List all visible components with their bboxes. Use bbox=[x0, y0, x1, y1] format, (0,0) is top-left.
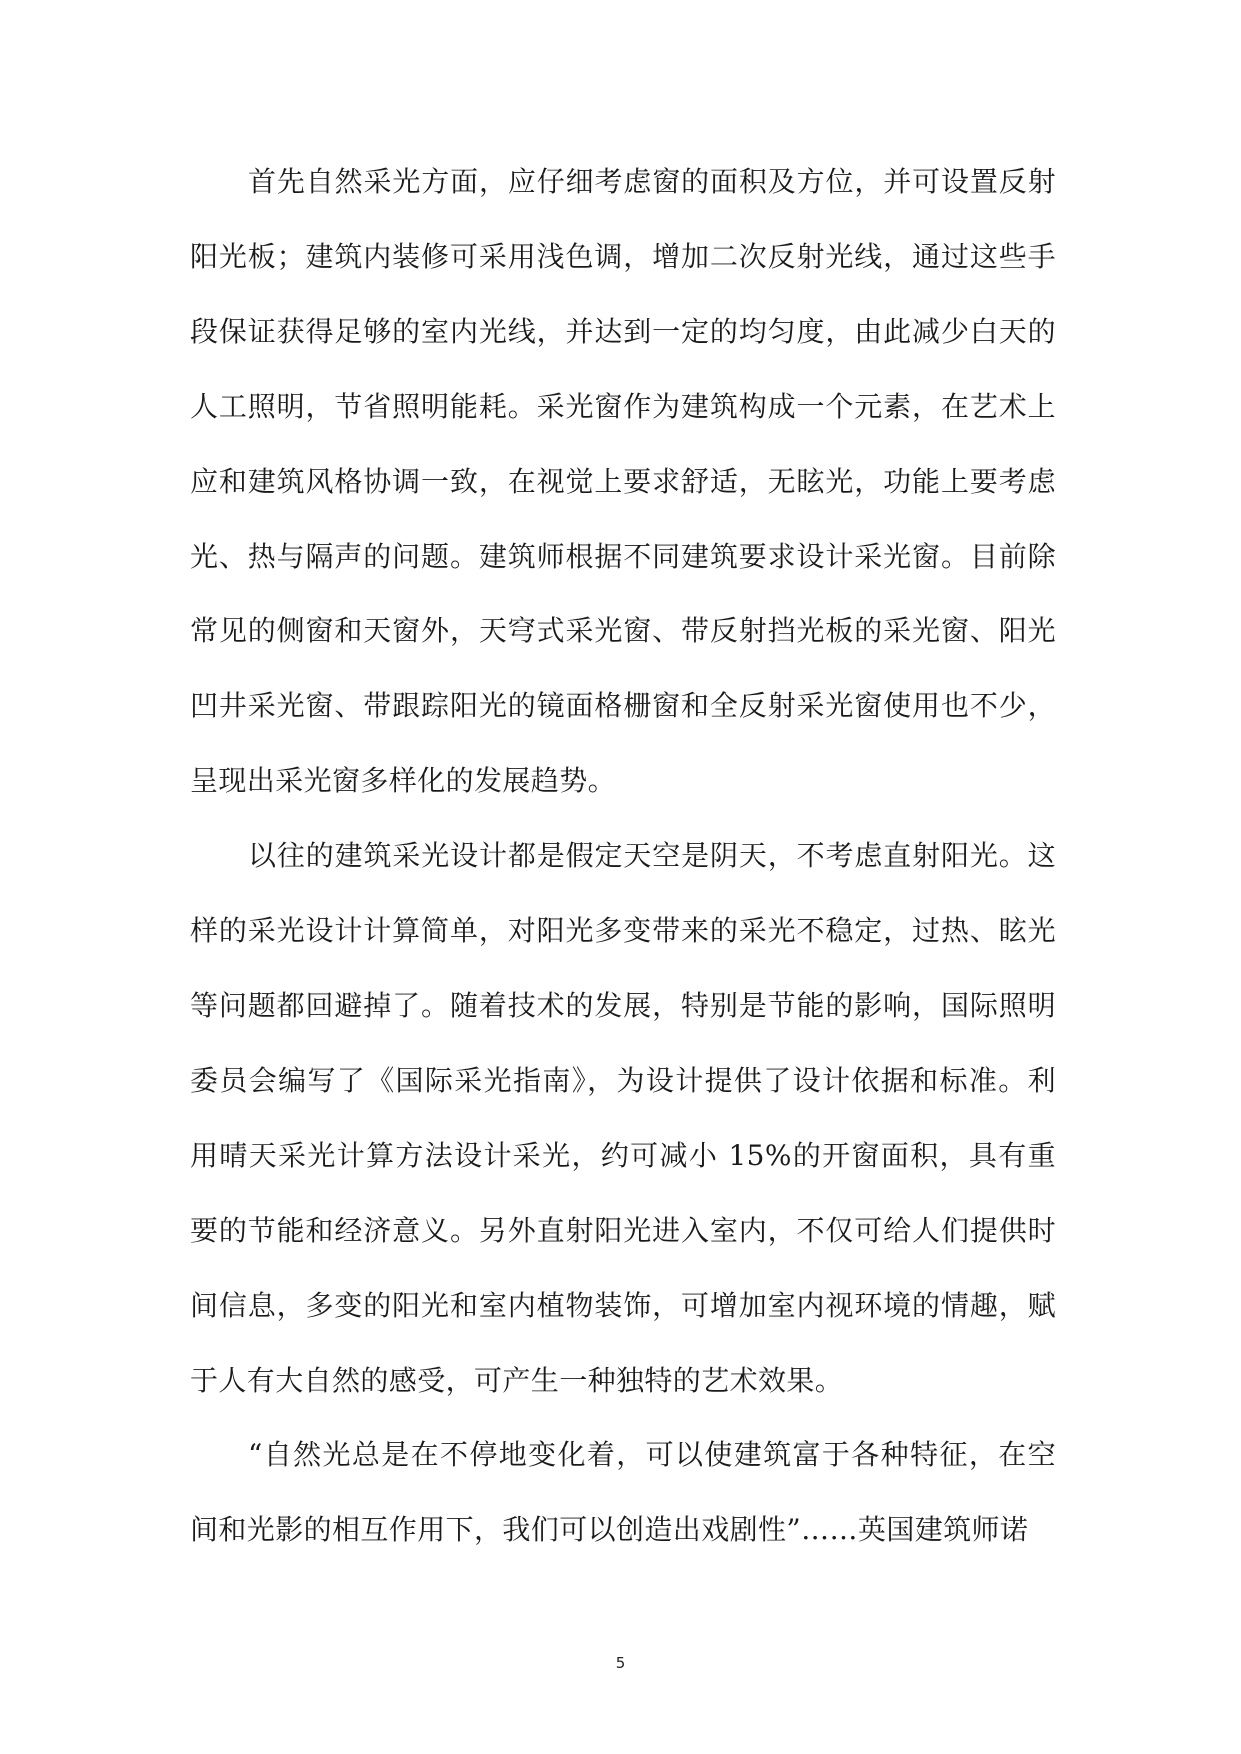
paragraph-natural-lighting: 首先自然采光方面，应仔细考虑窗的面积及方位，并可设置反射阳光板；建筑内装修可采用浅色调，增加二次反射光线，通过这些手段保证获得足够的室内光线，并达到一定的均匀度，由此减少白天的人工照明，节省照明能耗。采光窗作为建筑构成一个元素，在艺术上应和建筑风格协调一致，在视觉上要求舒适，无眩光，功能上要考虑光、热与隔声的问题。建筑师根据不同建筑要求设计采光窗。目前除常见的侧窗和天窗外，天穹式采光窗、带反射挡光板的采光窗、阳光凹井采光窗、带跟踪阳光的镜面格栅窗和全反射采光窗使用也不少，呈现出采光窗多样化的发展趋势。 bbox=[190, 165, 1056, 798]
paragraph-quote: “自然光总是在不停地变化着，可以使建筑富于各种特征，在空间和光影的相互作用下，我们可以创造出戏剧性”……英国建筑师诺 bbox=[190, 1438, 1056, 1547]
page-number: 5 bbox=[615, 1654, 626, 1672]
document-body bbox=[190, 145, 1056, 1568]
paragraph-daylight-design: 以往的建筑采光设计都是假定天空是阴天，不考虑直射阳光。这样的采光设计计算简单，对阳光多变带来的采光不稳定，过热、眩光等问题都回避掉了。随着技术的发展，特别是节能的影响，国际照明委员会编写了《国际采光指南》，为设计提供了设计依据和标准。利用晴天采光计算方法设计采光，约可减小 15%的开窗面积，具有重要的节能和经济意义。另外直射阳光进入室内，不仅可给人们提供时间信息，多变的阳光和室内植物装饰，可增加室内视环境的情趣，赋于人有大自然的感受，可产生一种独特的艺术效果。 bbox=[190, 839, 1056, 1397]
